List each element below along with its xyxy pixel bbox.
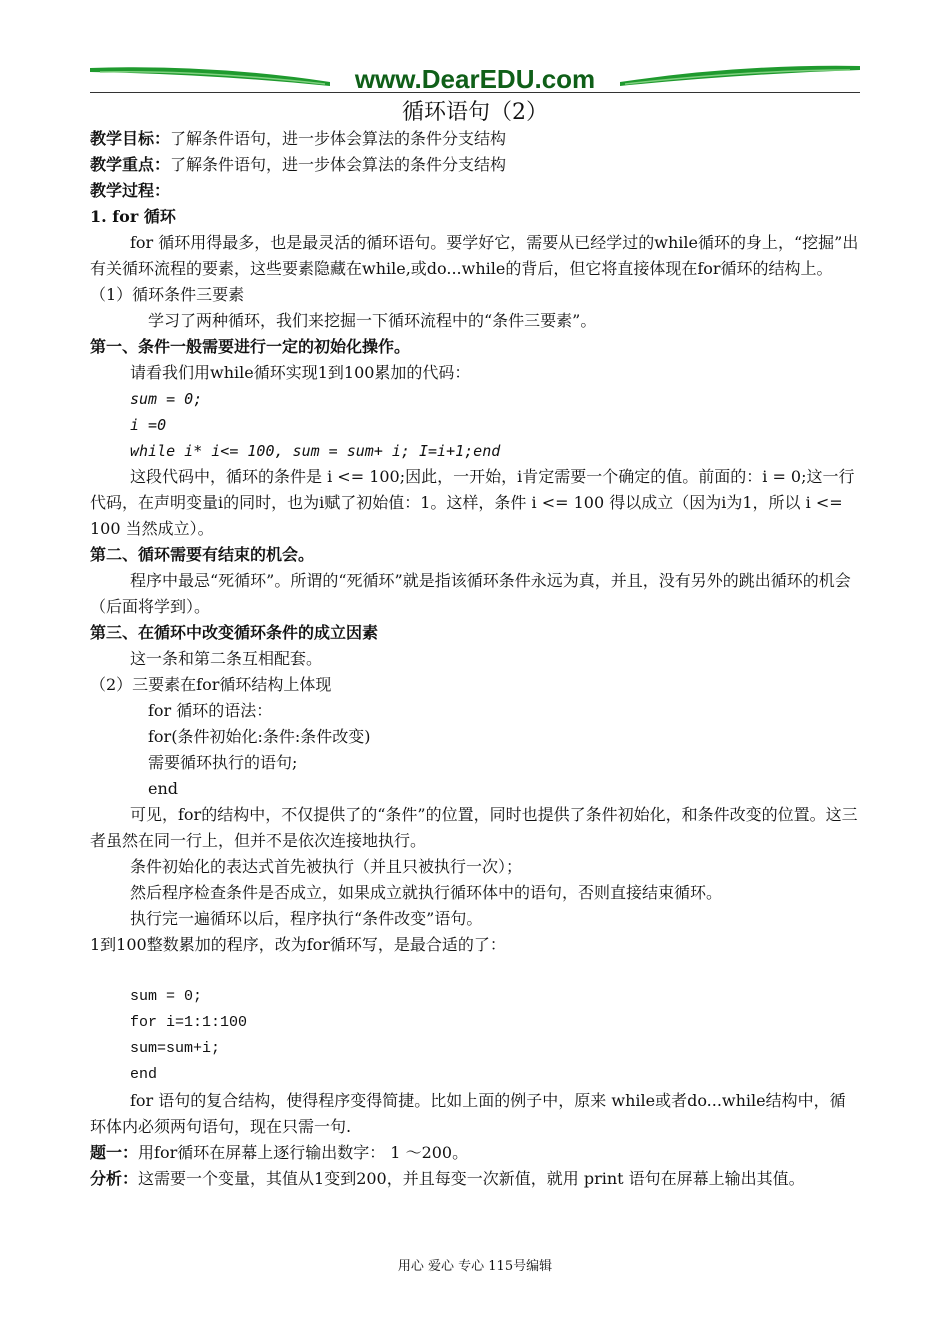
paragraph: 请看我们用while循环实现1到100累加的代码： [130,363,471,382]
document-body [90,126,860,1192]
teaching-goal-text: 了解条件语句，进一步体会算法的条件分支结构 [170,129,507,148]
logo-text: www.DearEDU.com [354,64,596,94]
paragraph: 这一条和第二条互相配套。 [130,649,323,668]
code-line: sum=sum+i; [130,1040,221,1057]
exercise-label: 题一： [90,1143,139,1162]
header-rule [90,92,860,93]
page-footer: 用心 爱心 专心 115号编辑 [397,1259,553,1274]
teaching-focus-label: 教学重点： [90,155,171,174]
paragraph: 1到100整数累加的程序，改为for循环写，是最合适的了： [90,935,506,954]
blank-line [90,958,860,984]
syntax-line: end [148,779,179,798]
exercise-text: 用for循环在屏幕上逐行输出数字： 1 ～200。 [138,1143,469,1162]
point-heading-first: 第一、条件一般需要进行一定的初始化操作。 [90,337,411,356]
code-line: sum = 0; [130,390,203,408]
paragraph: 然后程序检查条件是否成立，如果成立就执行循环体中的语句，否则直接结束循环。 [130,883,723,902]
code-line: sum = 0; [130,988,203,1005]
section-heading-for-loop: 1. for 循环 [90,207,176,226]
code-line: end [130,1066,158,1083]
leaf-banner-graphic [90,60,860,96]
subsection-heading: （1）循环条件三要素 [90,285,245,304]
teaching-goal-line [90,126,860,152]
subsection-heading: （2）三要素在for循环结构上体现 [90,675,332,694]
teaching-focus-line [90,152,860,178]
syntax-line: for(条件初始化:条件:条件改变) [148,727,371,746]
syntax-line: 需要循环执行的语句; [148,753,298,772]
code-line: for i=1:1:100 [130,1014,248,1031]
analysis-text: 这需要一个变量，其值从1变到200，并且每变一次新值，就用 print 语句在屏幕上输出其值。 [138,1169,805,1188]
paragraph: 这段代码中，循环的条件是 i <= 100;因此，一开始，i肯定需要一个确定的值。前面的：i = 0;这一行代码，在声明变量i的同时，也为i赋了初始值：1。这样，条件 i <= 100 得以成立（因为i为1，所以 i <= 100 当然成立）。 [90,467,855,538]
teaching-process-heading: 教学过程： [90,181,171,200]
analysis-label: 分析： [90,1169,139,1188]
analysis-line [90,1166,860,1192]
teaching-goal-label: 教学目标： [90,129,171,148]
paragraph: 执行完一遍循环以后，程序执行“条件改变”语句。 [130,909,483,928]
paragraph: 程序中最忌“死循环”。所谓的“死循环”就是指该循环条件永远为真，并且，没有另外的跳出循环的机会（后面将学到）。 [90,571,851,616]
paragraph: 可见，for的结构中，不仅提供了的“条件”的位置，同时也提供了条件初始化，和条件改变的位置。这三者虽然在同一行上，但并不是依次连接地执行。 [90,805,858,850]
site-logo-banner [90,60,860,96]
teaching-focus-text: 了解条件语句，进一步体会算法的条件分支结构 [170,155,507,174]
point-heading-third: 第三、在循环中改变循环条件的成立因素 [90,623,379,642]
paragraph: for 循环用得最多，也是最灵活的循环语句。要学好它，需要从已经学过的while循环的身上，“挖掘”出有关循环流程的要素，这些要素隐藏在while,或do...while的背后，但它将直接体现在for循环的结构上。 [90,233,859,278]
paragraph: for 语句的复合结构，使得程序变得简捷。比如上面的例子中，原来 while或者do...while结构中，循环体内必须两句语句，现在只需一句. [90,1091,846,1136]
code-line: while i* i<= 100, sum = sum+ i; I=i+1;end [130,442,501,460]
page-title: 循环语句（2） [402,100,548,125]
exercise-line [90,1140,860,1166]
point-heading-second: 第二、循环需要有结束的机会。 [90,545,315,564]
syntax-line: for 循环的语法： [148,701,273,720]
paragraph: 学习了两种循环，我们来挖掘一下循环流程中的“条件三要素”。 [148,311,597,330]
code-line: i =0 [130,416,167,434]
paragraph: 条件初始化的表达式首先被执行（并且只被执行一次）； [130,857,523,876]
